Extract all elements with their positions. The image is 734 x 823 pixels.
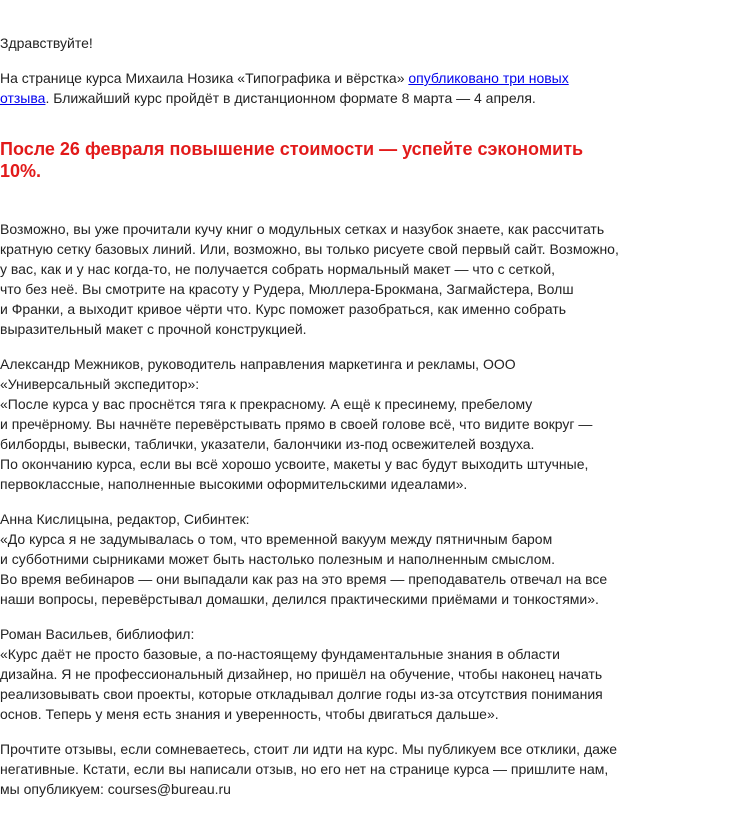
closing-paragraph [0,739,625,799]
review-line: «Курс даёт не просто базовые, а по-настоящему фундаментальные знания в области [0,646,560,662]
review-line: и субботними сырниками может быть настолько полезным и наполненным смыслом. [0,551,555,567]
review-line: «До курса я не задумывалась о том, что временной вакуум между пятничным баром [0,531,553,547]
review-line: билборды, вывески, таблички, указатели, балончики из-под освежителей воздуха. [0,436,535,452]
reviews-link-part-1[interactable]: опубликовано три новых [408,70,569,86]
body-line: кратную сетку базовых линий. Или, возможно, вы только рисуете свой первый сайт. Возможно, [0,241,619,257]
body-line: что без неё. Вы смотрите на красоту у Рудера, Мюллера-Брокмана, Загмайстера, Волш [0,281,574,297]
review-line: «Универсальный экспедитор»: [0,376,200,392]
greeting-text: Здравствуйте! [0,35,93,51]
review-line: первоклассные, наполненные высокими оформительскими идеалами». [0,476,468,492]
review-line: основ. Теперь у меня есть знания и уверенность, чтобы двигаться дальше». [0,706,499,722]
intro-text: На странице курса Михаила Нозика «Типографика и вёрстка» [0,70,409,86]
review-line: Во время вебинаров — они выпадали как раз на это время — преподаватель отвечал на все [0,571,608,587]
review-line: дизайна. Я не профессиональный дизайнер, но пришёл на обучение, чтобы наконец начать [0,666,603,682]
review-mezhnikov [0,354,625,494]
body-line: у вас, как и у нас когда-то, не получается собрать нормальный макет — что с сеткой, [0,261,556,277]
closing-line: мы опубликуем: courses@bureau.ru [0,781,231,797]
review-line: наши вопросы, перевёрстывал домашки, делился практическими приёмами и тонкостями». [0,591,599,607]
headline-line-2: 10%. [0,161,42,181]
review-line: «После курса у вас проснётся тяга к прекрасному. А ещё к пресинему, пребелому [0,396,533,412]
intro-line-2 [0,88,625,108]
review-line: Анна Кислицына, редактор, Сибинтек: [0,511,250,527]
review-line: Александр Межников, руководитель направления маркетинга и рекламы, ООО [0,356,516,372]
review-vasiliev [0,624,625,724]
review-line: реализовывать свои проекты, которые откладывал долгие годы из-за отсутствия понимания [0,686,603,702]
price-increase-headline [0,138,625,182]
body-line: и Франки, а выходит кривое чёрти что. Курс поможет разобраться, как именно собрать [0,301,567,317]
headline-line-1: После 26 февраля повышение стоимости — успейте сэкономить [0,139,584,159]
review-line: Роман Васильев, библиофил: [0,626,195,642]
closing-line: негативные. Кстати, если вы написали отзыв, но его нет на странице курса — пришлите нам, [0,761,609,777]
closing-line: Прочтите отзывы, если сомневаетесь, стоит ли идти на курс. Мы публикуем все отклики, даже [0,741,618,757]
course-description-paragraph [0,219,625,339]
intro-dates-text: . Ближайший курс пройдёт в дистанционном формате 8 марта — 4 апреля. [45,90,536,106]
reviews-link-part-2[interactable]: отзыва [0,90,46,106]
greeting [0,33,625,53]
review-line: По окончанию курса, если вы всё хорошо усвоите, макеты у вас будут выходить штучные, [0,456,589,472]
intro-paragraph [0,68,625,108]
body-line: Возможно, вы уже прочитали кучу книг о модульных сетках и назубок знаете, как рассчитать [0,221,605,237]
review-kislitsyna [0,509,625,609]
intro-line-1 [0,68,625,88]
body-line: выразительный макет с прочной конструкцией. [0,321,307,337]
review-line: и пречёрному. Вы начнёте перевёрстывать прямо в своей голове всё, что видите вокруг — [0,416,593,432]
